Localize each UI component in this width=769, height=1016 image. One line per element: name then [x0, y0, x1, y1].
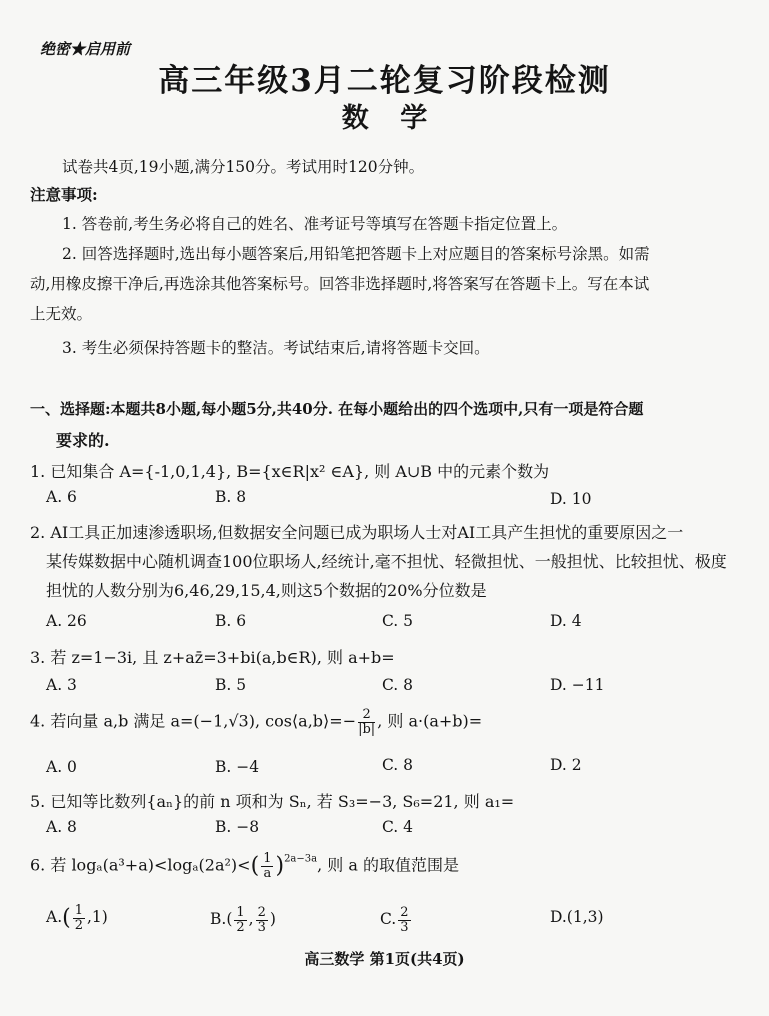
- question-2-line-2: 某传媒数据中心随机调查100位职场人,经统计,毫不担忧、轻微担忧、一般担忧、比较担忧、极度: [46, 552, 727, 571]
- question-6-exponent: 2a−3a: [284, 853, 318, 865]
- question-6-stem-part-2: , 则 a 的取值范围是: [317, 855, 459, 875]
- question-6-option-b-prefix: B.(: [210, 910, 233, 929]
- question-6-open-paren: (: [250, 853, 260, 879]
- question-6-option-b-numerator-1: 1: [236, 905, 245, 920]
- question-6-fraction-numerator: 1: [263, 851, 272, 866]
- confidential-label: 绝密★启用前: [40, 40, 131, 58]
- question-6-option-b-fraction-2: [256, 906, 268, 934]
- section-1-heading: 一、选择题:本题共8小题,每小题5分,共40分. 在每小题给出的四个选项中,只有一项是符合题: [30, 400, 644, 418]
- question-6-option-b-denominator-1: 2: [236, 919, 245, 935]
- question-3-option-d: D. −11: [550, 676, 605, 694]
- question-4-fraction: [358, 708, 375, 736]
- question-4-fraction-denominator: |b|: [358, 721, 376, 737]
- question-2-option-b: B. 6: [215, 612, 247, 630]
- question-4-stem-part-2: , 则 a·(a+b)=: [377, 711, 483, 731]
- notes-heading: 注意事项:: [30, 185, 98, 204]
- subject-title: 数 学: [341, 103, 428, 134]
- question-4-option-c: C. 8: [382, 756, 414, 774]
- question-6-option-c-denominator: 3: [400, 919, 409, 935]
- question-1-option-b: B. 8: [215, 488, 247, 506]
- question-6-option-b: B.( $\frac{1}{2}$ , $\frac{2}{3}$ ): [210, 905, 276, 935]
- question-6-stem: [30, 852, 459, 880]
- question-5-stem: 5. 已知等比数列{aₙ}的前 n 项和为 Sₙ, 若 S₃=−3, S₆=21, 则 a₁=: [30, 792, 515, 811]
- question-6-fraction: [261, 852, 273, 880]
- section-1-heading-cont: 要求的.: [56, 431, 110, 450]
- question-6-option-a: [46, 904, 108, 932]
- question-6-option-a-numerator: 1: [74, 903, 83, 918]
- question-5-option-c: C. 4: [382, 818, 414, 836]
- note-2-line-2: 动,用橡皮擦干净后,再选涂其他答案标号。回答非选择题时,将答案写在答题卡上。写在本试: [30, 275, 650, 293]
- question-6-option-c-numerator: 2: [400, 905, 409, 920]
- question-3-option-b: B. 5: [215, 676, 247, 694]
- question-6-option-c: [380, 906, 413, 934]
- question-1-option-d: D. 10: [550, 490, 592, 508]
- question-2-line-1: 2. AI工具正加速渗透职场,但数据安全问题已成为职场人士对AI工具产生担忧的重要原因之一: [30, 523, 684, 542]
- question-6-option-a-suffix: ,1): [87, 908, 108, 927]
- note-2-line-3: 上无效。: [30, 305, 93, 323]
- question-1-stem: 1. 已知集合 A={-1,0,1,4}, B={x∈R|x² ∈A}, 则 A∪B 中的元素个数为: [30, 462, 550, 481]
- question-3-stem: 3. 若 z=1−3i, 且 z+az̄=3+bi(a,b∈R), 则 a+b=: [30, 648, 395, 667]
- question-4-stem: [30, 708, 482, 736]
- question-4-stem-part-1: 4. 若向量 a,b 满足 a=(−1,√3), cos⟨a,b⟩=−: [30, 711, 357, 731]
- question-6-option-b-denominator-2: 3: [257, 919, 266, 935]
- note-2-line-1: 2. 回答选择题时,选出每小题答案后,用铅笔把答题卡上对应题目的答案标号涂黑。如需: [62, 245, 650, 263]
- note-1: 1. 答卷前,考生务必将自己的姓名、准考证号等填写在答题卡指定位置上。: [62, 215, 568, 233]
- question-4-option-d: D. 2: [550, 756, 582, 774]
- question-6-option-c-fraction: [398, 906, 410, 934]
- question-6-option-a-paren: (: [62, 905, 71, 931]
- question-6-option-b-numerator-2: 2: [257, 905, 266, 920]
- exam-title: 高三年级3月二轮复习阶段检测: [158, 63, 611, 99]
- question-6-option-c-prefix: C.: [380, 910, 397, 929]
- question-2-option-d: D. 4: [550, 612, 582, 630]
- question-6-option-a-prefix: A.: [46, 908, 63, 927]
- question-3-option-a: A. 3: [46, 676, 77, 694]
- question-6-option-a-fraction: [73, 904, 85, 932]
- question-1-option-a: A. 6: [46, 488, 77, 506]
- question-3-option-c: C. 8: [382, 676, 414, 694]
- page-footer: 高三数学 第1页(共4页): [304, 950, 465, 968]
- question-2-option-c: C. 5: [382, 612, 414, 630]
- question-6-close-paren: ): [275, 853, 285, 879]
- note-3: 3. 考生必须保持答题卡的整洁。考试结束后,请将答题卡交回。: [62, 339, 490, 357]
- question-6-option-a-denominator: 2: [74, 917, 83, 933]
- question-6-option-b-fraction-1: [234, 906, 246, 934]
- question-6-stem-part-1: 6. 若 logₐ(a³+a)<logₐ(2a²)<: [30, 855, 251, 875]
- question-5-option-b: B. −8: [215, 818, 260, 836]
- question-6-option-d: D.(1,3): [550, 908, 604, 926]
- question-4-fraction-numerator: 2: [358, 708, 375, 723]
- question-4-option-a: A. 0: [46, 758, 77, 776]
- question-4-option-b: B. −4: [215, 758, 260, 776]
- question-6-fraction-denominator: a: [263, 865, 272, 881]
- question-5-option-a: A. 8: [46, 818, 77, 836]
- question-2-line-3: 担忧的人数分别为6,46,29,15,4,则这5个数据的20%分位数是: [46, 581, 487, 600]
- question-2-option-a: A. 26: [46, 612, 87, 630]
- exam-summary: 试卷共4页,19小题,满分150分。考试用时120分钟。: [62, 158, 425, 176]
